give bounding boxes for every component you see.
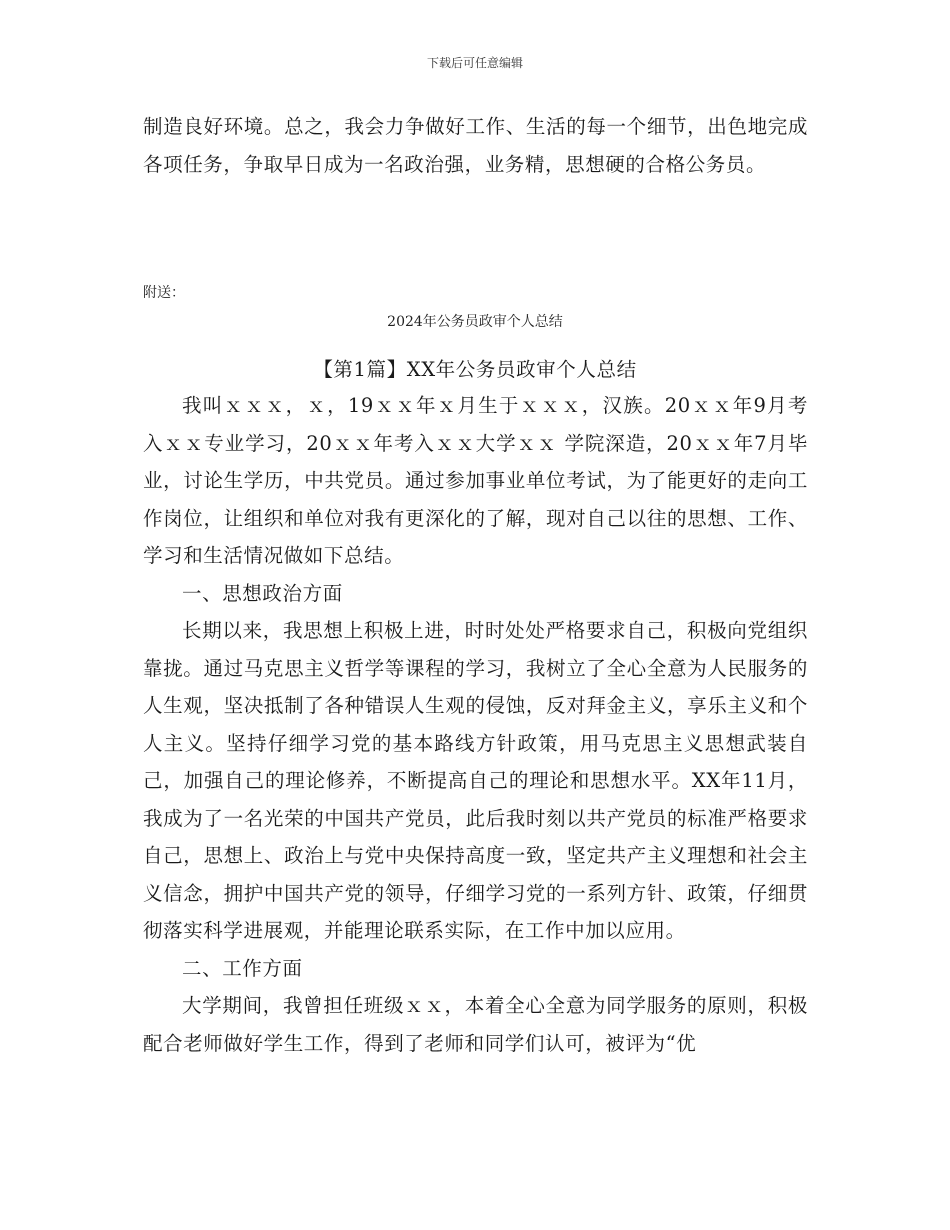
intro-paragraph: 我叫ｘｘｘ，ｘ，19ｘｘ年ｘ月生于ｘｘｘ，汉族。20ｘｘ年9月考入ｘｘ专业学习，20ｘｘ年考入ｘｘ大学ｘｘ 学院深造，20ｘｘ年7月毕业，讨论生学历，中共党员。通过参加事业单位考试，为了能更好的走向工作岗位，让组织和单位对我有更深化的了解，现对自己以往的思想、工作、学习和生活情况做如下总结。 xyxy=(143,394,808,567)
section-paragraph-work: 大学期间，我曾担任班级ｘｘ，本着全心全意为同学服务的原则，积极配合老师做好学生工作，得到了老师和同学们认可，被评为“优 xyxy=(143,994,808,1055)
header-note: 下载后可任意编辑 xyxy=(426,56,523,70)
continuation-text: 制造良好环境。总之，我会力争做好工作、生活的每一个细节，出色地完成各项任务，争取早日成为一名政治强，业务精，思想硬的合格公务员。 xyxy=(143,115,808,176)
continuation-paragraph xyxy=(143,108,808,183)
article-body xyxy=(143,387,808,1062)
section-heading-politics: 一、思想政治方面 xyxy=(182,581,343,605)
chapter-title: 【第1篇】XX年公务员政审个人总结 xyxy=(313,358,637,381)
section-heading-work: 二、工作方面 xyxy=(182,956,303,980)
section-paragraph-politics: 长期以来，我思想上积极上进，时时处处严格要求自己，积极向党组织靠拢。通过马克思主义哲学等课程的学习，我树立了全心全意为人民服务的人生观，坚决抵制了各种错误人生观的侵蚀，反对拜金主义，享乐主义和个人主义。坚持仔细学习党的基本路线方针政策，用马克思主义思想武装自己，加强自己的理论修养，不断提高自己的理论和思想水平。XX年11月，我成为了一名光荣的中国共产党员，此后我时刻以共产党员的标准严格要求自己，思想上、政治上与党中央保持高度一致，坚定共产主义理想和社会主义信念，拥护中国共产党的领导，仔细学习党的一系列方针、政策，仔细贯彻落实科学进展观，并能理论联系实际，在工作中加以应用。 xyxy=(143,619,808,942)
document-title: 2024年公务员政审个人总结 xyxy=(387,314,563,330)
attachment-label: 附送： xyxy=(143,285,185,301)
